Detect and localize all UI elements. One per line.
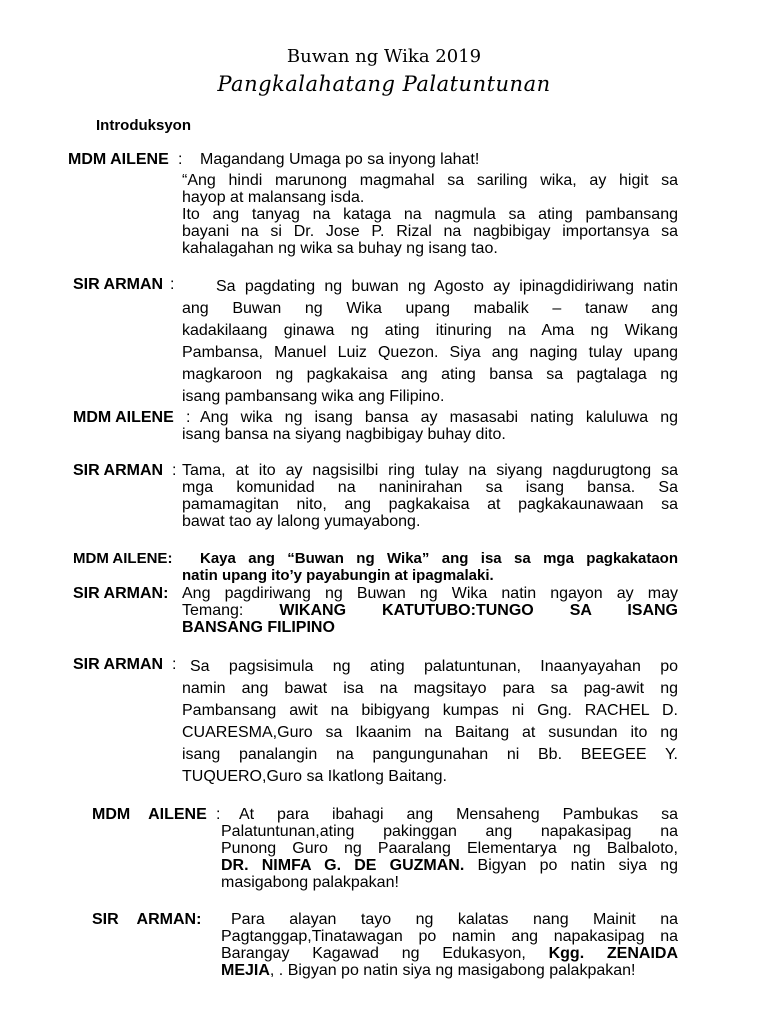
speaker-label: SIR ARMAN <box>73 462 164 479</box>
dialogue-line: kadakilaang ginawa ng ating itinuring na Ama ng Wikang <box>182 322 678 339</box>
dialogue-line: Para alayan tayo ng kalatas nang Mainit na <box>231 911 678 928</box>
dialogue-line: Ang pagdiriwang ng Buwan ng Wika natin ngayon ay may <box>182 585 678 602</box>
dialogue-line: pamamagitan nito, ang pagkakaisa at pagkakaunawaan sa <box>182 496 678 513</box>
dialogue-line: bayani na si Dr. Jose P. Rizal na nagbibigay importansya sa <box>182 223 678 240</box>
speaker-colon: : <box>172 462 177 479</box>
speaker-label: SIR ARMAN <box>73 276 164 293</box>
dialogue-line: bawat tao ay lalong yumayabong. <box>182 513 421 530</box>
dialogue-line <box>221 857 678 874</box>
dialogue-line: magkaroon ng pagkakaisa ang ating bansa sa pagtalaga ng <box>182 366 678 383</box>
dialogue-line: Sa pagdating ng buwan ng Agosto ay ipinagdidiriwang natin <box>216 278 678 295</box>
dialogue-line: Punong Guro ng Paaralang Elementarya ng Balbaloto, <box>221 840 678 857</box>
dialogue-line: “Ang hindi marunong magmahal sa sariling wika, ay higit sa <box>182 172 678 189</box>
dialogue-line: mga komunidad na naninirahan sa isang bansa. Sa <box>182 479 678 496</box>
dialogue-text <box>221 806 678 891</box>
dialogue-line: Ito ang tanyag na kataga na nagmula sa ating pambansang <box>182 206 678 223</box>
dialogue-line: ang Buwan ng Wika upang mabalik – tanaw ang <box>182 300 678 317</box>
theme-text: WIKANG KATUTUBO:TUNGO SA ISANG <box>279 602 678 619</box>
speaker-colon: : <box>216 806 221 823</box>
theme-line <box>182 602 678 619</box>
dialogue-text <box>182 276 678 408</box>
theme-label: Temang: <box>182 602 244 619</box>
speaker-colon: : <box>172 656 177 673</box>
dialogue-line: TUQUERO,Guro sa Ikatlong Baitang. <box>182 768 447 785</box>
dialogue-line <box>221 962 678 979</box>
dialogue-line: isang pambansang wika ang Filipino. <box>182 388 445 405</box>
dialogue-line: natin upang ito’y payabungin at ipagmalaki. <box>182 567 494 584</box>
section-heading: Introduksyon <box>96 117 192 134</box>
speaker-label: MDM AILENE <box>73 409 174 426</box>
dialogue-text <box>182 550 678 584</box>
dialogue-line: Palatuntunan,ating pakinggan ang napakasipag na <box>221 823 678 840</box>
theme-text: BANSANG FILIPINO <box>182 619 335 636</box>
document-title: Buwan ng Wika 2019 <box>286 46 482 67</box>
dialogue-line: Ang wika ng isang bansa ay masasabi nating kaluluwa ng <box>200 409 678 426</box>
dialogue-line: masigabong palakpakan! <box>221 874 399 891</box>
dialogue-line: Kaya ang “Buwan ng Wika” ang isa sa mga pagkakataon <box>200 550 678 567</box>
speaker-label: SIR ARMAN: <box>73 585 169 602</box>
speaker-label: SIR ARMAN <box>73 656 164 673</box>
dialogue-line: isang bansa na siyang nagbibigay buhay dito. <box>182 426 506 443</box>
speaker-label: MDM AILENE <box>68 151 169 168</box>
speaker-label: MDM AILENE: <box>73 550 173 567</box>
dialogue-text <box>182 409 678 443</box>
speaker-colon: : <box>178 151 183 168</box>
dialogue-line: Pambansa, Manuel Luiz Quezon. Siya ang naging tulay upang <box>182 344 678 361</box>
kagawad-name: MEJIA <box>221 962 270 979</box>
speaker-label: SIR ARMAN: <box>92 911 202 928</box>
dialogue-text <box>182 585 678 636</box>
dialogue-line: Bigyan po natin siya ng <box>477 857 678 874</box>
speaker-label: MDM AILENE <box>92 806 207 823</box>
dialogue-line: CUARESMA,Guro sa Ikaanim na Baitang at susundan ito ng <box>182 724 678 741</box>
dialogue-line: Sa pagsisimula ng ating palatuntunan, Inaanyayahan po <box>190 658 678 675</box>
dialogue-line: Pambansang awit na bibigyang kumpas ni Gng. RACHEL D. <box>182 702 678 719</box>
dialogue-line: At para ibahagi ang Mensaheng Pambukas sa <box>239 806 678 823</box>
dialogue-text <box>182 172 678 257</box>
dialogue-line: kahalagahan ng wika sa buhay ng isang tao. <box>182 240 498 257</box>
dialogue-line: hayop at malansang isda. <box>182 189 365 206</box>
document-subtitle: Pangkalahatang Palatuntunan <box>217 72 551 96</box>
dialogue-line: isang panalangin na pangungunahan ni Bb. BEEGEE Y. <box>182 746 678 763</box>
dialogue-line: , . Bigyan po natin siya ng masigabong palakpakan! <box>269 962 636 979</box>
dialogue-line <box>221 945 678 962</box>
dialogue-line: namin ang bawat isa na magsitayo para sa pag-awit ng <box>182 680 678 697</box>
dialogue-line: Magandang Umaga po sa inyong lahat! <box>200 151 480 168</box>
dialogue-text <box>221 911 678 979</box>
speaker-colon: : <box>186 409 191 426</box>
principal-name: DR. NIMFA G. DE GUZMAN. <box>221 857 465 874</box>
dialogue-line: Pagtanggap,Tinatawagan po namin ang napakasipag na <box>221 928 678 945</box>
kagawad-name: Kgg. ZENAIDA <box>548 945 678 962</box>
dialogue-line: Barangay Kagawad ng Edukasyon, <box>221 945 526 962</box>
dialogue-text <box>182 462 678 530</box>
speaker-colon: : <box>170 276 175 293</box>
dialogue-text <box>182 656 678 788</box>
dialogue-line: Tama, at ito ay nagsisilbi ring tulay na siyang nagdurugtong sa <box>182 462 678 479</box>
